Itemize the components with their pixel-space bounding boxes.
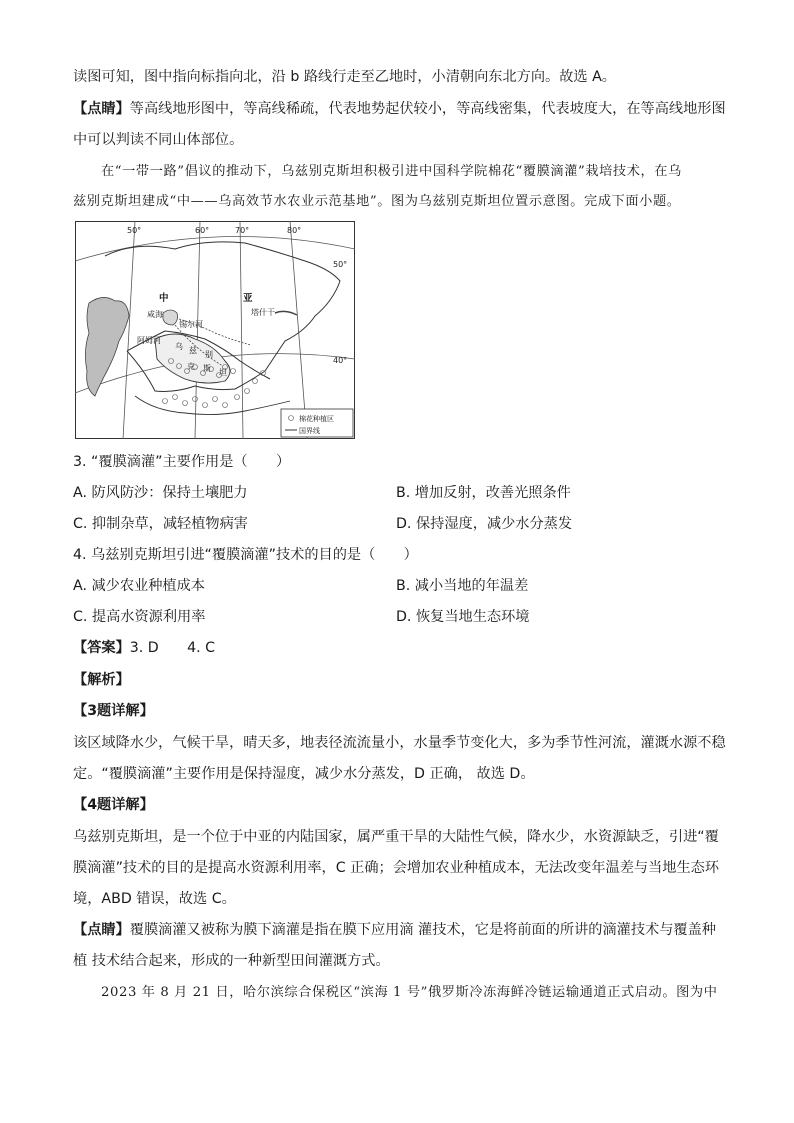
lon-label: 80° (287, 226, 302, 235)
note-text: 植 技术结合起来，形成的一种新型田间灌溉方式。 (73, 953, 390, 969)
region-label: 中 (159, 293, 169, 304)
next-passage-line: 2023 年 8 月 21 日，哈尔滨综合保税区“滨海 1 号”俄罗斯冷冻海鲜冷链运输通道正式启动。图为中 (101, 985, 718, 1000)
answer-text: 3. D 4. C (129, 640, 216, 656)
q4-option-c: C. 提高水资源利用率 (73, 609, 206, 625)
q4-option-a: A. 减少农业种植成本 (73, 578, 205, 594)
country-char: 别 (205, 350, 213, 359)
q4-detail-tag: 【4题详解】 (73, 797, 154, 813)
legend-border-label: 国界线 (299, 427, 320, 435)
text-line: 读图可知，图中指向标指向北，沿 b 路线行走至乙地时，小清朝向东北方向。故选 A。 (73, 69, 616, 85)
answer-line (73, 638, 215, 658)
country-char: 乌 (175, 342, 183, 351)
tag-dianjing: 【点睛】 (73, 101, 130, 117)
text-line (73, 99, 726, 119)
city-label: 塔什干 (251, 308, 275, 317)
note-text: 覆膜滴灌又被称为膜下滴灌是指在膜下应用滴 灌技术，它是将前面的所讲的滴灌技术与覆盖种 (129, 922, 716, 938)
q4-option-d: D. 恢复当地生态环境 (396, 609, 530, 625)
country-char: 兹 (189, 346, 197, 355)
lake-label: 咸海 (147, 310, 163, 319)
q4-stem: 4. 乌兹别克斯坦引进“覆膜滴灌”技术的目的是（ ） (73, 547, 418, 563)
q4-detail-text: 乌兹别克斯坦，是一个位于中亚的内陆国家，属严重干旱的大陆性气候，降水少，水资源缺乏，引进“覆 (73, 829, 719, 845)
lon-label: 50° (127, 226, 142, 235)
lat-label: 50° (333, 260, 348, 269)
country-char: 克 (187, 362, 195, 371)
q4-option-b: B. 减小当地的年温差 (396, 578, 529, 594)
lon-label: 70° (235, 226, 250, 235)
q3-option-b: B. 增加反射，改善光照条件 (396, 485, 571, 501)
river-label: 阿姆河 (137, 336, 161, 345)
q3-stem: 3. “覆膜滴灌”主要作用是（ ） (73, 454, 291, 470)
q3-detail-text: 定。“覆膜滴灌”主要作用是保持湿度，减少水分蒸发，D 正确， 故选 D。 (73, 766, 535, 782)
legend-cotton-label: 棉花种植区 (299, 415, 334, 423)
note-tag: 【点睛】 (73, 922, 130, 938)
intro-line: 兹别克斯坦建成“中——乌高效节水农业示范基地”。图为乌兹别克斯坦位置示意图。完成下面小题。 (73, 194, 681, 209)
q3-detail-text: 该区域降水少，气候干旱，晴天多，地表径流流量小，水量季节变化大，多为季节性河流，灌溉水源不稳 (73, 735, 726, 751)
text-line: 中可以判读不同山体部位。 (73, 132, 244, 148)
analysis-tag: 【解析】 (73, 672, 130, 688)
country-char: 斯 (203, 364, 211, 373)
region-label: 亚 (243, 293, 253, 304)
q4-detail-text: 膜滴灌”技术的目的是提高水资源利用率，C 正确；会增加农业种植成本，无法改变年温差与当地生态环 (73, 860, 720, 876)
intro-line: 在“一带一路”倡议的推动下，乌兹别克斯坦积极引进中国科学院棉花“覆膜滴灌”栽培技术，在乌 (101, 164, 682, 179)
q4-detail-text: 境，ABD 错误，故选 C。 (73, 891, 236, 907)
lon-label: 60° (195, 226, 210, 235)
lat-label: 40° (333, 356, 348, 365)
text-span: 等高线地形图中，等高线稀疏，代表地势起伏较小，等高线密集，代表坡度大，在等高线地形图 (129, 101, 726, 117)
q3-option-c: C. 抑制杂草，减轻植物病害 (73, 516, 248, 532)
aral-sea-shape (163, 310, 178, 325)
uzbekistan-location-map (75, 221, 355, 439)
country-char: 坦 (219, 368, 227, 377)
q3-detail-tag: 【3题详解】 (73, 703, 154, 719)
answer-tag: 【答案】 (73, 640, 130, 656)
q3-option-d: D. 保持湿度，减少水分蒸发 (396, 516, 573, 532)
q3-option-a: A. 防风防沙：保持土壤肥力 (73, 485, 248, 501)
river-label: 锡尔河 (179, 320, 203, 329)
note-line (73, 920, 716, 940)
